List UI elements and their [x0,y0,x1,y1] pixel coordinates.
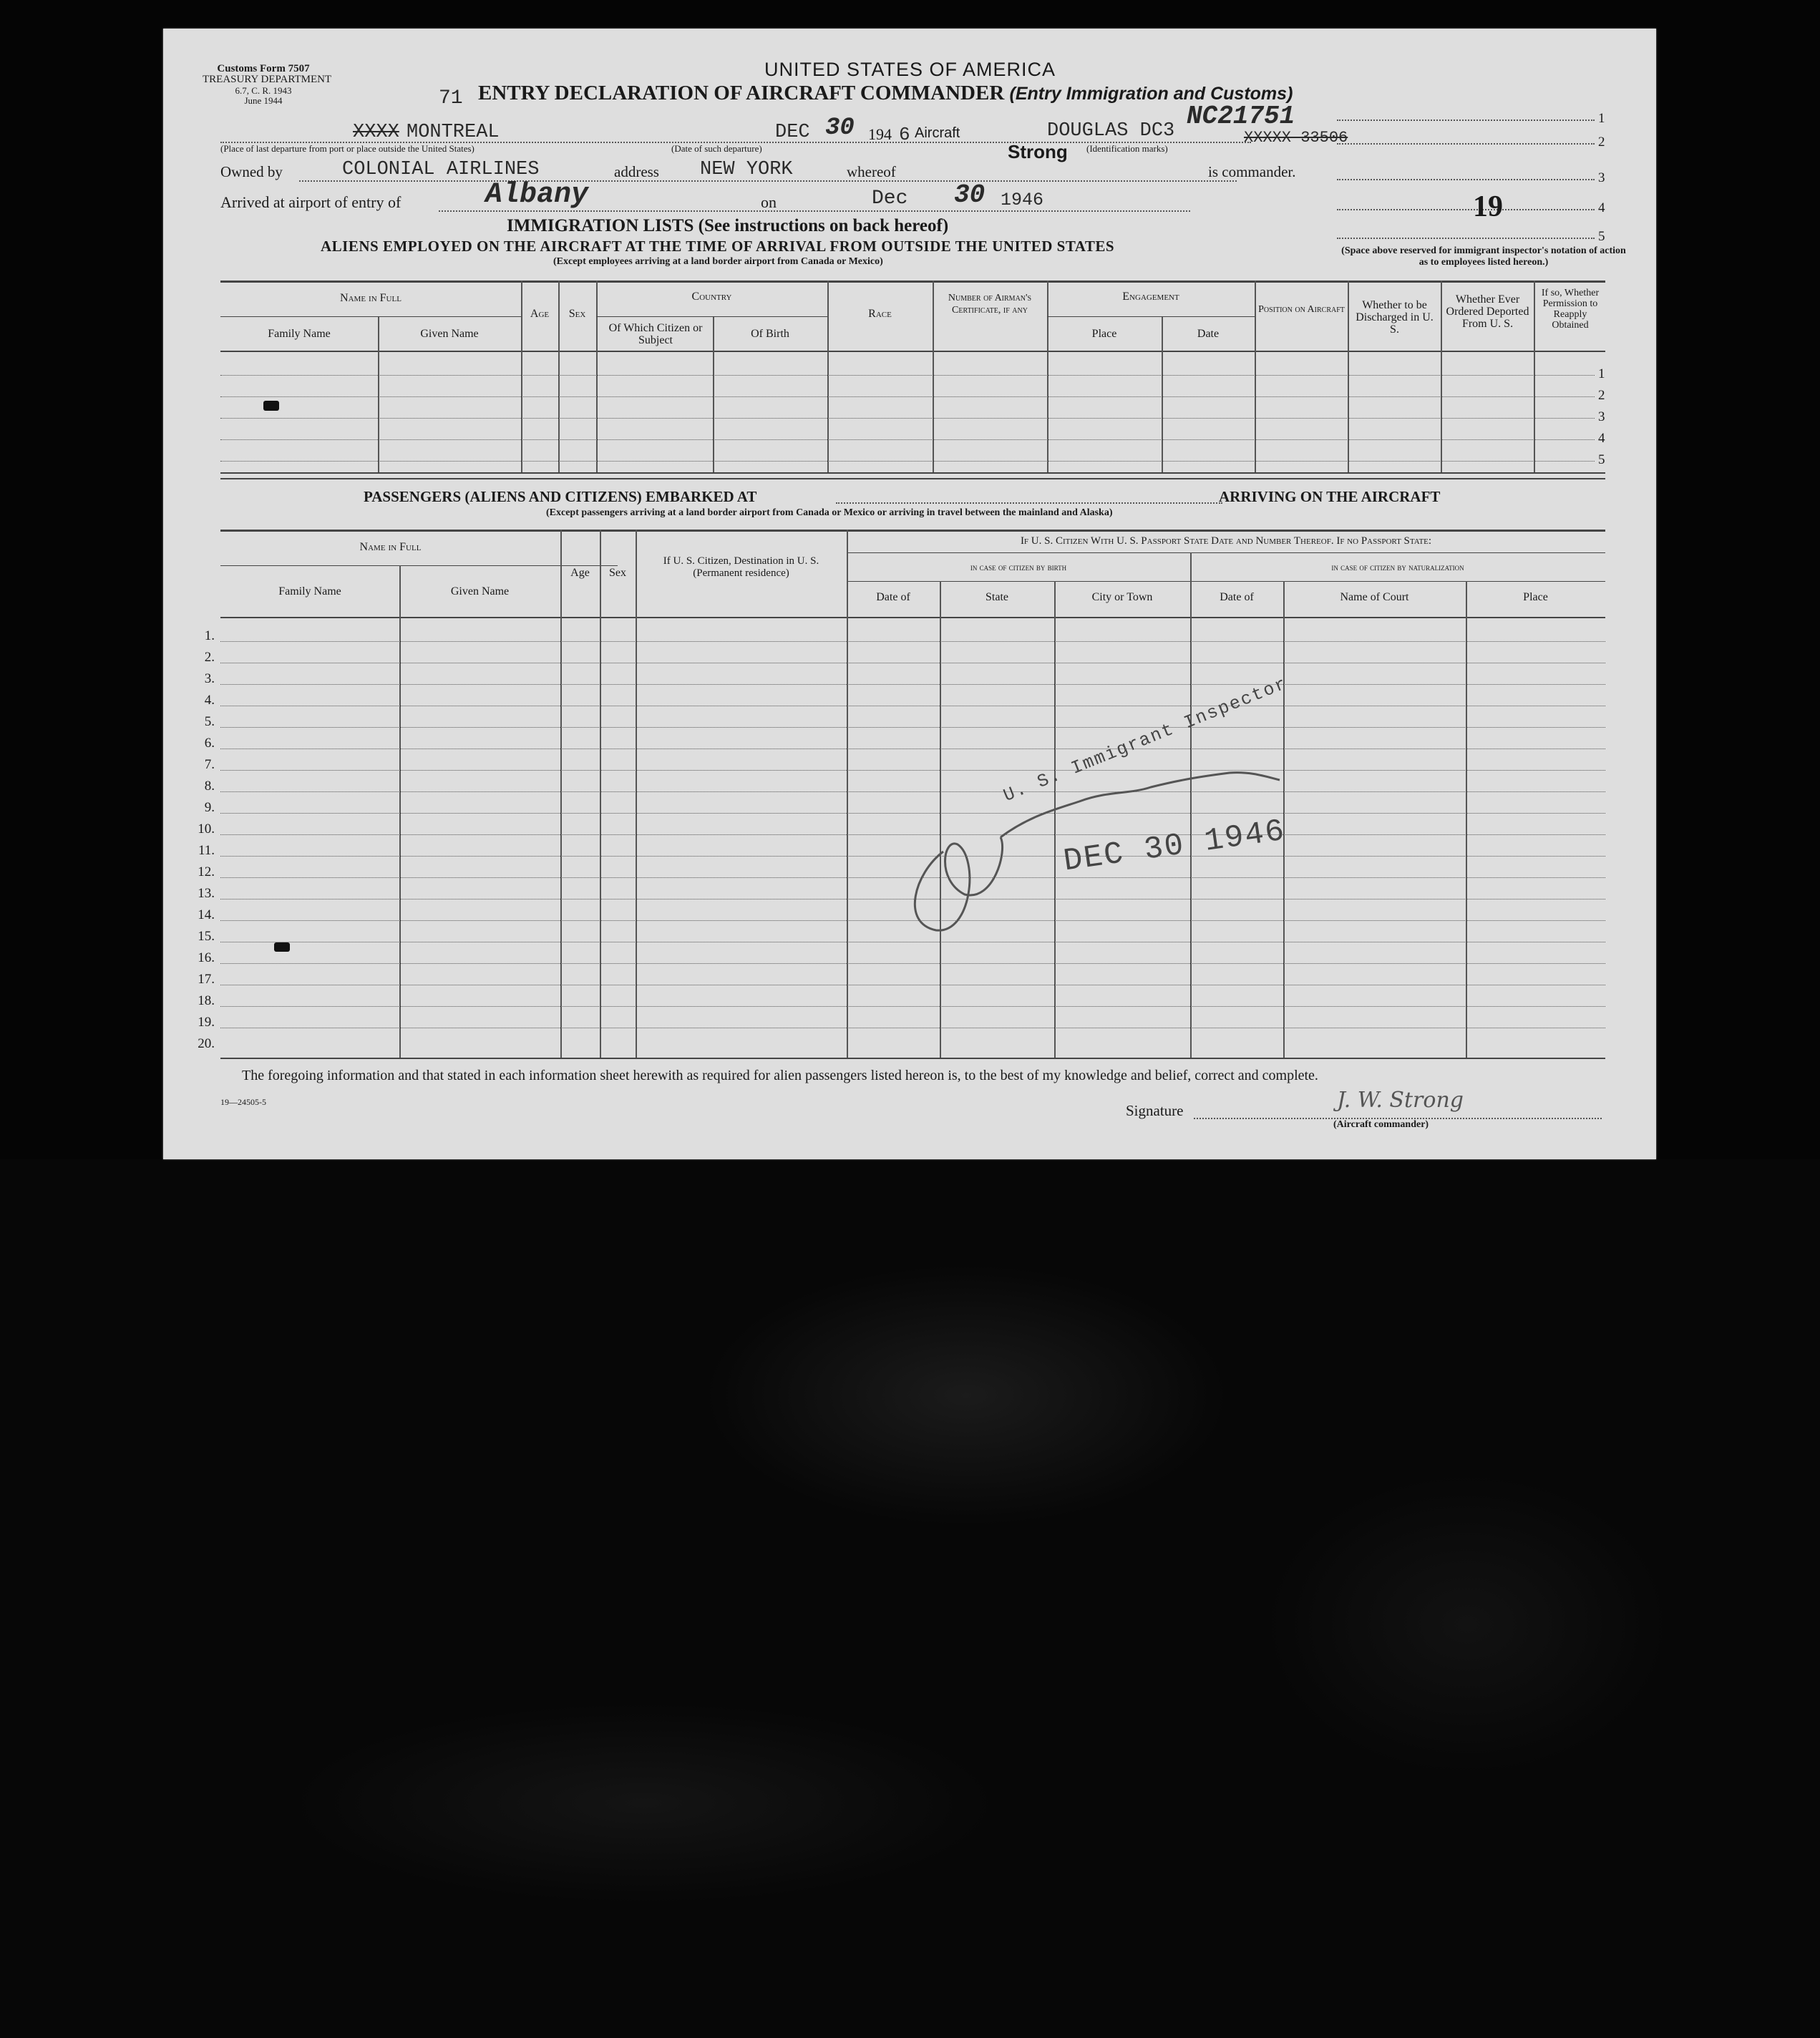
aircraft-label: Aircraft [915,125,960,141]
row-number: 6. [204,736,215,751]
stamp-date: DEC 30 1946 [1061,813,1288,880]
form-title: ENTRY DECLARATION OF AIRCRAFT COMMANDER (Entry Immigration and Customs) [478,82,1293,104]
ident-struck: XXXXX 33506 [1244,129,1348,147]
departure-struck: XXXX [353,122,399,143]
on-label: on [761,193,777,211]
arrived-value: Albany [485,179,589,211]
whereof-label: whereof [847,163,896,180]
arrived-label: Arrived at airport of entry of [220,193,402,211]
row-number: 19. [198,1015,215,1030]
date-caption: (Date of such departure) [671,143,762,154]
departure-caption: (Place of last departure from port or place outside the United States) [220,143,475,154]
arrived-month: Dec [872,187,908,210]
declaration-text: The foregoing information and that stated in each information sheet herewith as required for alien passengers listed hereon is, to the best of my knowledge and belief, correct and complete. [242,1068,1318,1083]
row-number: 13. [198,886,215,901]
row-number: 18. [198,993,215,1008]
page-number: 71 [439,87,463,109]
row-number: 2. [204,650,215,665]
commander-name: Strong [1008,141,1068,162]
form-number: Customs Form 7507 [217,63,310,74]
row-number: 20. [198,1036,215,1051]
date-day: 30 [825,114,855,142]
department: TREASURY DEPARTMENT [203,74,332,85]
passengers-note: (Except passengers arriving at a land border airport from Canada or Mexico or arriving in travel between the mainland and Alaska) [546,507,1113,518]
row-number: 15. [198,929,215,944]
departure-value: MONTREAL [407,122,500,143]
date-month: DEC [775,122,810,143]
arrived-day: 30 [954,180,986,210]
print-code: 19—24505-5 [220,1097,266,1107]
signature-caption: (Aircraft commander) [1333,1119,1429,1130]
row-number: 1. [204,628,215,643]
immigration-subtitle: ALIENS EMPLOYED ON THE AIRCRAFT AT THE TIME OF ARRIVAL FROM OUTSIDE THE UNITED STATES [321,238,1115,255]
address-value: NEW YORK [700,159,793,180]
commander-label: is commander. [1208,163,1296,180]
row-number: 11. [198,843,215,858]
commander-signature: J. W. Strong [1337,1088,1464,1113]
form-date: June 1944 [244,95,283,106]
address-label: address [614,163,659,180]
immigration-title: IMMIGRATION LISTS (See instructions on back hereof) [507,216,949,235]
immigration-note: (Except employees arriving at a land border airport from Canada or Mexico) [553,256,883,267]
cfr-reference: 6.7, C. R. 1943 [235,85,292,96]
arrived-year: 1946 [1001,190,1044,210]
microfilm-background [0,1159,1820,2038]
ident-value: NC21751 [1187,102,1295,131]
country-heading: UNITED STATES OF AMERICA [764,59,1056,80]
passengers-arriving: ARRIVING ON THE AIRCRAFT [1219,488,1441,505]
inspector-number: 19 [1473,190,1503,223]
reserved-note: (Space above reserved for immigrant inspector's notation of action as to employees listed hereon.) [1341,245,1626,268]
signature-label: Signature [1126,1102,1184,1119]
declaration-form-page: Customs Form 7507 TREASURY DEPARTMENT 6.7, C. R. 1943 June 1944 71 UNITED STATES OF AMERICA ENTRY DECLARATION OF AIRCRAFT COMMANDER (Entry Immigration and Customs) 1 2 3 4 5 19 (Space above reserved for immigrant inspector's notation of action as to employees listed hereon.) XXXX MONTREAL (Place of last departure from port or place outside the United States) DEC 30 194 6 (Date of such departure) Aircraft DOUGLAS DC3 NC21751 XXXXX 33506 (Identification marks) Strong Owned by COLONIAL AIRLINES address NEW YORK whereof is commander. Arrived at airport of entry of Albany on Dec 30 1946 IMMIGRATION LISTS (See instructions on back hereof) ALIENS EMPLOYED ON THE AIRCRAFT AT THE TIME OF ARRIVAL FROM OUTSIDE THE UNITED STATES (Except employees arriving at a land border airport from Canada or Mexico) Name in Full Family Name Given Name Age Sex Country Of Which Citizen or Subject Of Birth Race Number of Airman's Certificate, if any Engagement Place Date Position on Aircraft Whether to be Discharged in U. S. Whether Ever Ordered Deported From U. S. If so, Whether Permission to Reapply Obtained 1 2 3 4 5 PASSENGERS (ALIENS AND CITIZENS) EMBARKED AT ARRIVING ON THE AIRCRAFT (Except passengers arriving at a land border airport from Canada or Mexico or arriving in travel between the mainland and Alaska) Name in Full Family Name Given Name Age Sex If U. S. Citizen, Destination in U. S. (Permanent residence) If U. S. Citizen With U. S. Passport State Date and Number Thereof. If no Passport State: in case of citizen by birth in case of citizen by naturalization Date of State City or Town Date of Name of Court Place 1. 2. 3. 4. 5. 6. 7. 8. 9. 10. 11. 12. 13. 14. 15. 16. 17. 18. 19. 20. U. S. Immigrant Inspector DEC 30 1946 The foregoing information and that stated in each information sheet herewith as required for alien passengers listed hereon is, to the best of my knowledge and belief, correct and complete. 19—24505-5 Signature J. W. Strong (Aircraft commander) [163,29,1656,1159]
row-number: 5. [204,714,215,729]
owned-by-value: COLONIAL AIRLINES [342,159,540,180]
row-number: 16. [198,950,215,965]
row-number: 17. [198,972,215,987]
owned-by-label: Owned by [220,163,283,180]
row-number: 7. [204,757,215,772]
inspector-title: U. S. Immigrant Inspector [1001,673,1290,806]
row-number: 4. [204,693,215,708]
row-number: 10. [198,821,215,837]
row-number: 9. [204,800,215,815]
row-number: 14. [198,907,215,922]
row-number: 8. [204,779,215,794]
aircraft-value: DOUGLAS DC3 [1047,120,1175,142]
row-number: 3. [204,671,215,686]
date-year: 194 6 [868,124,910,145]
ident-caption: (Identification marks) [1086,143,1168,154]
passengers-title: PASSENGERS (ALIENS AND CITIZENS) EMBARKED AT [364,488,757,505]
row-number: 12. [198,864,215,879]
